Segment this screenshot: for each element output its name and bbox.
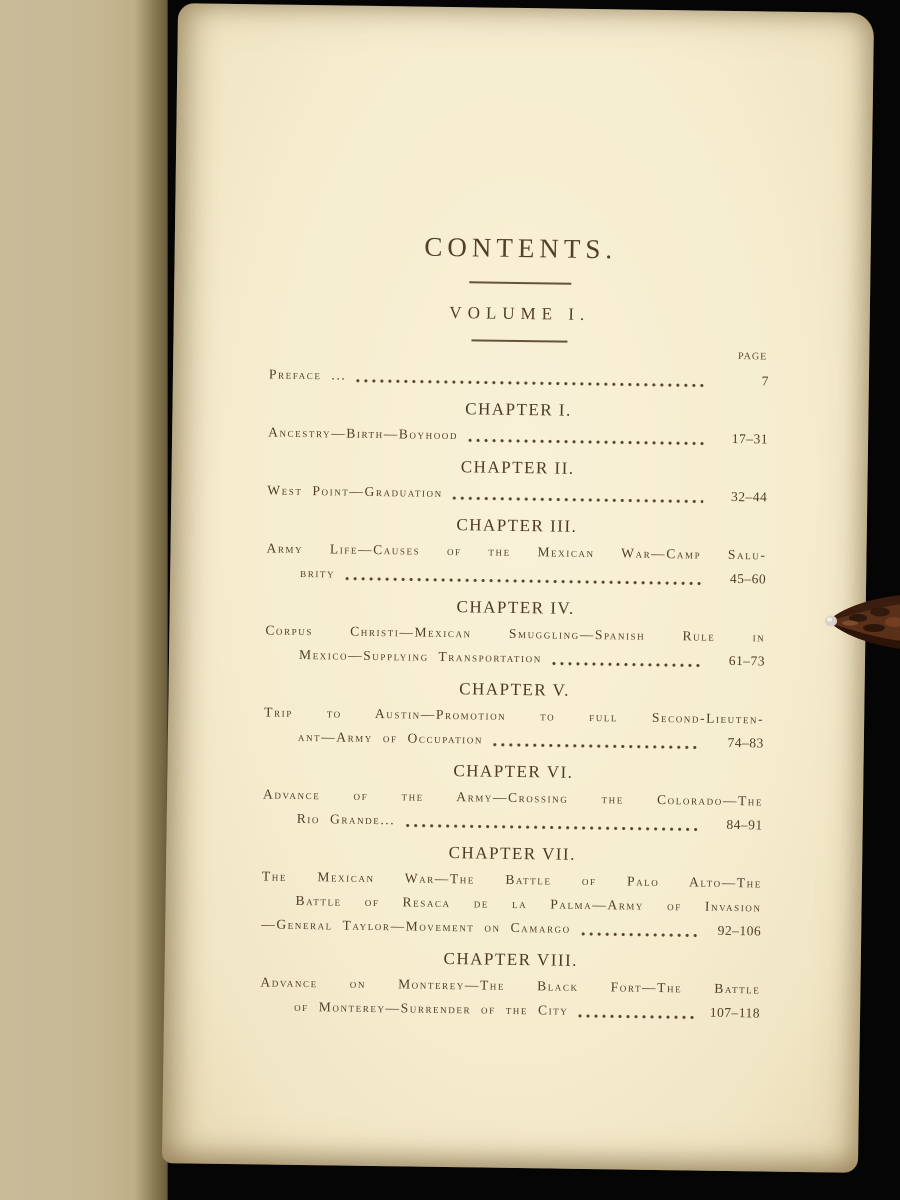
dot-leader (356, 379, 705, 388)
facing-page (0, 0, 168, 1200)
entry-text: ant—Army of Occupation (297, 728, 484, 747)
entry-text: Rio Grande... (296, 810, 396, 828)
entry-page: 61–73 (728, 652, 766, 669)
divider (471, 339, 567, 342)
entry-text: Corpus Christi—Mexican Smuggling—Spanish Rule in (265, 622, 766, 645)
entry-text: Mexico—Supplying Transportation (298, 646, 542, 666)
dot-leader (578, 1014, 696, 1020)
chapter-heading: CHAPTER I. (465, 399, 572, 420)
contents-page (162, 3, 874, 1173)
entry-text: —General Taylor—Movement on Camargo (261, 916, 571, 936)
entry-text: Army Life—Causes of the Mexican War—Camp Salu- (266, 540, 767, 563)
dot-leader (405, 823, 698, 831)
toc-entry-line (268, 420, 768, 451)
entry-page: 32–44 (730, 488, 768, 505)
chapter-heading: CHAPTER III. (456, 515, 578, 536)
entry-text: Preface ... (268, 366, 347, 383)
entry-text: Battle of Resaca de la Palma—Army of Invasion (295, 892, 762, 915)
entry-page: 7 (761, 373, 770, 389)
entry-page: 45–60 (729, 570, 767, 587)
chapter-heading: CHAPTER VI. (453, 761, 574, 782)
entry-text: Ancestry—Birth—Boyhood (268, 424, 459, 443)
chapter-heading: CHAPTER II. (460, 457, 575, 478)
entry-text: of Monterey—Surrender of the City (294, 998, 569, 1018)
entry-page: 92–106 (717, 922, 762, 939)
page-marker-icon (824, 592, 900, 652)
volume-heading: VOLUME I. (449, 303, 591, 324)
entry-text: Advance of the Army—Crossing the Colorado—The (262, 786, 764, 809)
toc-entry-line (267, 478, 767, 509)
dot-leader (493, 743, 700, 750)
chapter-heading: CHAPTER IV. (456, 597, 575, 618)
entry-page: 107–118 (709, 1004, 761, 1021)
chapter-heading: CHAPTER V. (459, 679, 571, 700)
dot-leader (581, 932, 697, 938)
divider (469, 281, 571, 284)
dot-leader (345, 577, 702, 586)
chapter-heading: CHAPTER VIII. (443, 948, 579, 970)
page-column-label: PAGE (737, 351, 768, 363)
dot-leader (453, 496, 704, 503)
entry-page: 84–91 (726, 816, 763, 833)
toc-entry-preface (269, 363, 769, 394)
entry-text: The Mexican War—The Battle of Palo Alto—The (261, 868, 763, 891)
page-content (260, 5, 774, 1026)
entry-text: West Point—Graduation (267, 482, 443, 500)
chapter-heading: CHAPTER VII. (448, 843, 577, 864)
dot-leader (468, 438, 704, 445)
entry-page: 74–83 (727, 734, 764, 751)
dot-leader (552, 661, 701, 667)
page-title: CONTENTS. (424, 231, 618, 265)
entry-page: 17–31 (731, 430, 769, 447)
entry-text: brity (300, 564, 336, 581)
entry-text: Advance on Monterey—The Black Fort—The Battle (260, 974, 761, 997)
entry-text: Trip to Austin—Promotion to full Second-Lieuten- (264, 704, 765, 727)
